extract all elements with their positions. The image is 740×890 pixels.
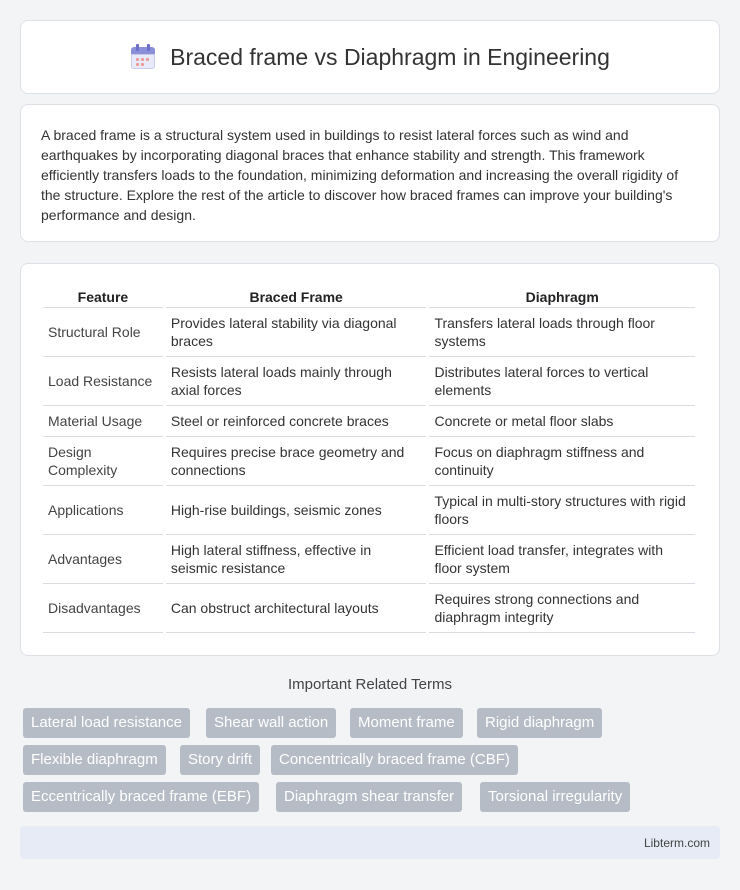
header-diaphragm: Diaphragm xyxy=(429,284,695,308)
feature-cell: Advantages xyxy=(43,535,163,584)
footer xyxy=(20,826,720,859)
tag-rigid-diaphragm[interactable]: Rigid diaphragm xyxy=(477,708,602,738)
diaphragm-cell: Distributes lateral forces to vertical elements xyxy=(429,357,695,406)
braced-frame-cell: Resists lateral loads mainly through axial forces xyxy=(166,357,427,406)
feature-cell: Material Usage xyxy=(43,406,163,437)
comparison-card xyxy=(20,263,720,656)
table-row xyxy=(43,308,695,357)
diaphragm-cell: Requires strong connections and diaphragm integrity xyxy=(429,584,695,633)
header-braced-frame: Braced Frame xyxy=(166,284,427,308)
tag-concentrically-braced-frame[interactable]: Concentrically braced frame (CBF) xyxy=(271,745,518,775)
braced-frame-cell: Can obstruct architectural layouts xyxy=(166,584,427,633)
braced-frame-cell: Requires precise brace geometry and connections xyxy=(166,437,427,486)
diaphragm-cell: Transfers lateral loads through floor systems xyxy=(429,308,695,357)
table-row xyxy=(43,584,695,633)
table-row xyxy=(43,437,695,486)
diaphragm-cell: Typical in multi-story structures with rigid floors xyxy=(429,486,695,535)
tag-diaphragm-shear-transfer[interactable]: Diaphragm shear transfer xyxy=(276,782,462,812)
tag-lateral-load-resistance[interactable]: Lateral load resistance xyxy=(23,708,190,738)
table-row xyxy=(43,486,695,535)
tag-eccentrically-braced-frame[interactable]: Eccentrically braced frame (EBF) xyxy=(23,782,259,812)
table-row xyxy=(43,357,695,406)
table-row xyxy=(43,535,695,584)
comparison-table xyxy=(40,284,698,633)
intro-card xyxy=(20,104,720,242)
diaphragm-cell: Efficient load transfer, integrates with floor system xyxy=(429,535,695,584)
footer-site-link[interactable]: Libterm.com xyxy=(643,836,710,850)
feature-cell: Design Complexity xyxy=(43,437,163,486)
feature-cell: Structural Role xyxy=(43,308,163,357)
tag-moment-frame[interactable]: Moment frame xyxy=(350,708,463,738)
related-terms-title: Important Related Terms xyxy=(288,676,452,693)
tag-story-drift[interactable]: Story drift xyxy=(180,745,260,775)
feature-cell: Disadvantages xyxy=(43,584,163,633)
header-feature: Feature xyxy=(43,284,163,308)
title-card xyxy=(20,20,720,94)
braced-frame-cell: Steel or reinforced concrete braces xyxy=(166,406,427,437)
feature-cell: Applications xyxy=(43,486,163,535)
diaphragm-cell: Concrete or metal floor slabs xyxy=(429,406,695,437)
feature-cell: Load Resistance xyxy=(43,357,163,406)
tag-shear-wall-action[interactable]: Shear wall action xyxy=(206,708,336,738)
braced-frame-cell: High-rise buildings, seismic zones xyxy=(166,486,427,535)
page-title: Braced frame vs Diaphragm in Engineering xyxy=(170,43,610,70)
tag-torsional-irregularity[interactable]: Torsional irregularity xyxy=(480,782,630,812)
tag-flexible-diaphragm[interactable]: Flexible diaphragm xyxy=(23,745,166,775)
braced-frame-cell: High lateral stiffness, effective in seismic resistance xyxy=(166,535,427,584)
calendar-icon xyxy=(130,44,156,70)
intro-text: A braced frame is a structural system used in buildings to resist lateral forces such as wind and earthquakes by incorporating diagonal braces that enhance stability and strength. This framework efficiently transfers loads to the foundation, minimizing deformation and increasing the overall rigidity of the structure. Explore the rest of the article to discover how braced frames can improve your building's performance and design. xyxy=(41,127,679,223)
diaphragm-cell: Focus on diaphragm stiffness and continuity xyxy=(429,437,695,486)
table-row xyxy=(43,406,695,437)
braced-frame-cell: Provides lateral stability via diagonal braces xyxy=(166,308,427,357)
